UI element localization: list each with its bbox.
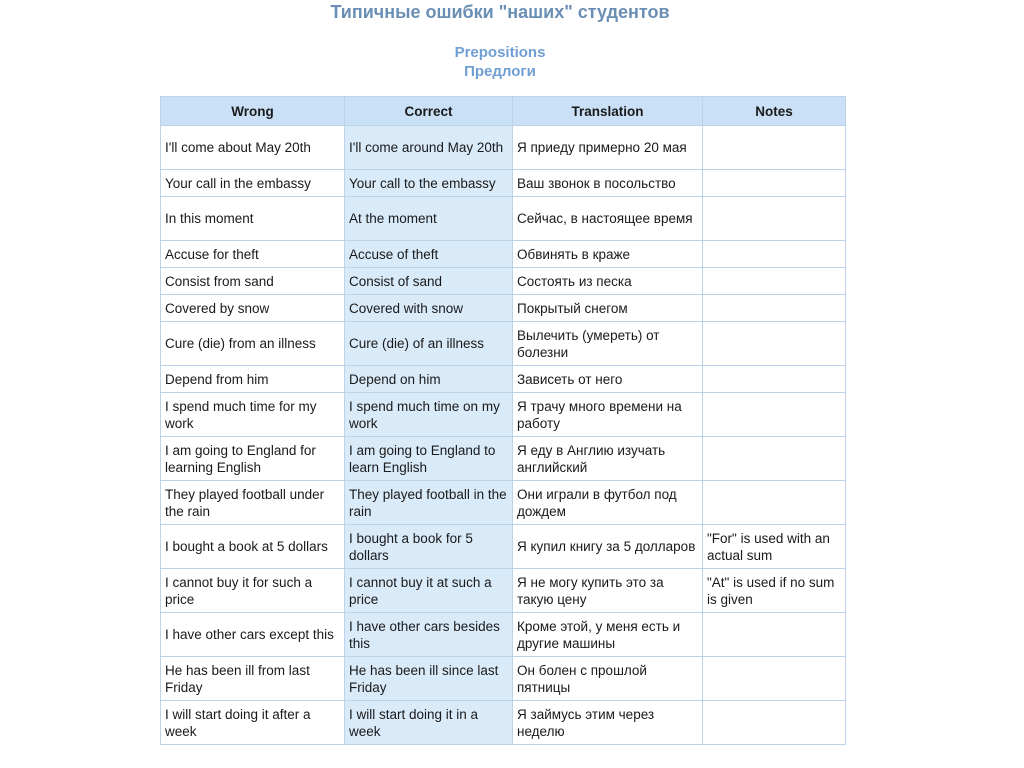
page-title: Типичные ошибки "наших" студентов — [330, 2, 670, 22]
table-row — [161, 613, 846, 657]
cell-translation: Состоять из песка — [513, 268, 703, 295]
table-row — [161, 268, 846, 295]
cell-notes — [703, 170, 846, 197]
cell-wrong: I bought a book at 5 dollars — [161, 525, 345, 569]
cell-wrong: He has been ill from last Friday — [161, 657, 345, 701]
cell-translation: Я еду в Англию изучать английский — [513, 437, 703, 481]
cell-translation: Обвинять в краже — [513, 241, 703, 268]
cell-notes: "For" is used with an actual sum — [703, 525, 846, 569]
cell-correct: At the moment — [345, 197, 513, 241]
cell-translation: Он болен с прошлой пятницы — [513, 657, 703, 701]
cell-wrong: I am going to England for learning English — [161, 437, 345, 481]
cell-correct: I cannot buy it at such a price — [345, 569, 513, 613]
cell-wrong: Consist from sand — [161, 268, 345, 295]
cell-notes — [703, 393, 846, 437]
cell-wrong: I will start doing it after a week — [161, 701, 345, 745]
header-correct: Correct — [345, 97, 513, 126]
cell-correct: Accuse of theft — [345, 241, 513, 268]
cell-notes — [703, 481, 846, 525]
cell-notes — [703, 197, 846, 241]
cell-wrong: I spend much time for my work — [161, 393, 345, 437]
cell-wrong: Depend from him — [161, 366, 345, 393]
cell-notes — [703, 322, 846, 366]
subtitle-russian: Предлоги — [464, 63, 536, 80]
cell-correct: Covered with snow — [345, 295, 513, 322]
cell-translation: Покрытый снегом — [513, 295, 703, 322]
cell-wrong: Accuse for theft — [161, 241, 345, 268]
cell-translation: Вылечить (умереть) от болезни — [513, 322, 703, 366]
table-row — [161, 393, 846, 437]
cell-translation: Я не могу купить это за такую цену — [513, 569, 703, 613]
cell-wrong: I have other cars except this — [161, 613, 345, 657]
cell-correct: Depend on him — [345, 366, 513, 393]
cell-notes — [703, 126, 846, 170]
table-row — [161, 366, 846, 393]
cell-wrong: I'll come about May 20th — [161, 126, 345, 170]
table-row — [161, 197, 846, 241]
subtitle — [0, 43, 1000, 81]
table-row — [161, 126, 846, 170]
cell-wrong: Covered by snow — [161, 295, 345, 322]
cell-notes — [703, 701, 846, 745]
subtitle-english: Prepositions — [454, 44, 546, 61]
table-row — [161, 569, 846, 613]
cell-correct: Your call to the embassy — [345, 170, 513, 197]
table-row — [161, 295, 846, 322]
cell-translation: Зависеть от него — [513, 366, 703, 393]
cell-correct: Cure (die) of an illness — [345, 322, 513, 366]
table-row — [161, 525, 846, 569]
table-row — [161, 322, 846, 366]
table-row — [161, 701, 846, 745]
cell-correct: I bought a book for 5 dollars — [345, 525, 513, 569]
table-row — [161, 437, 846, 481]
cell-translation: Они играли в футбол под дождем — [513, 481, 703, 525]
cell-translation: Я трачу много времени на работу — [513, 393, 703, 437]
cell-correct: I spend much time on my work — [345, 393, 513, 437]
cell-notes — [703, 366, 846, 393]
cell-notes — [703, 268, 846, 295]
cell-notes — [703, 657, 846, 701]
cell-notes — [703, 295, 846, 322]
cell-translation: Я займусь этим через неделю — [513, 701, 703, 745]
cell-wrong: In this moment — [161, 197, 345, 241]
cell-correct: I have other cars besides this — [345, 613, 513, 657]
cell-correct: They played football in the rain — [345, 481, 513, 525]
cell-translation: Сейчас, в настоящее время — [513, 197, 703, 241]
cell-correct: Consist of sand — [345, 268, 513, 295]
cell-notes — [703, 613, 846, 657]
cell-wrong: I cannot buy it for such a price — [161, 569, 345, 613]
cell-correct: I'll come around May 20th — [345, 126, 513, 170]
table-row — [161, 657, 846, 701]
header-wrong: Wrong — [161, 97, 345, 126]
cell-translation: Я приеду примерно 20 мая — [513, 126, 703, 170]
prepositions-table — [160, 96, 846, 745]
cell-wrong: Cure (die) from an illness — [161, 322, 345, 366]
cell-notes — [703, 241, 846, 268]
cell-notes — [703, 437, 846, 481]
header-row — [161, 97, 846, 126]
cell-translation: Я купил книгу за 5 долларов — [513, 525, 703, 569]
table-row — [161, 241, 846, 268]
cell-correct: I am going to England to learn English — [345, 437, 513, 481]
cell-translation: Ваш звонок в посольство — [513, 170, 703, 197]
table-row — [161, 170, 846, 197]
cell-wrong: Your call in the embassy — [161, 170, 345, 197]
header-translation: Translation — [513, 97, 703, 126]
cell-correct: I will start doing it in a week — [345, 701, 513, 745]
cell-notes: "At" is used if no sum is given — [703, 569, 846, 613]
cell-wrong: They played football under the rain — [161, 481, 345, 525]
table-row — [161, 481, 846, 525]
cell-translation: Кроме этой, у меня есть и другие машины — [513, 613, 703, 657]
header-notes: Notes — [703, 97, 846, 126]
cell-correct: He has been ill since last Friday — [345, 657, 513, 701]
